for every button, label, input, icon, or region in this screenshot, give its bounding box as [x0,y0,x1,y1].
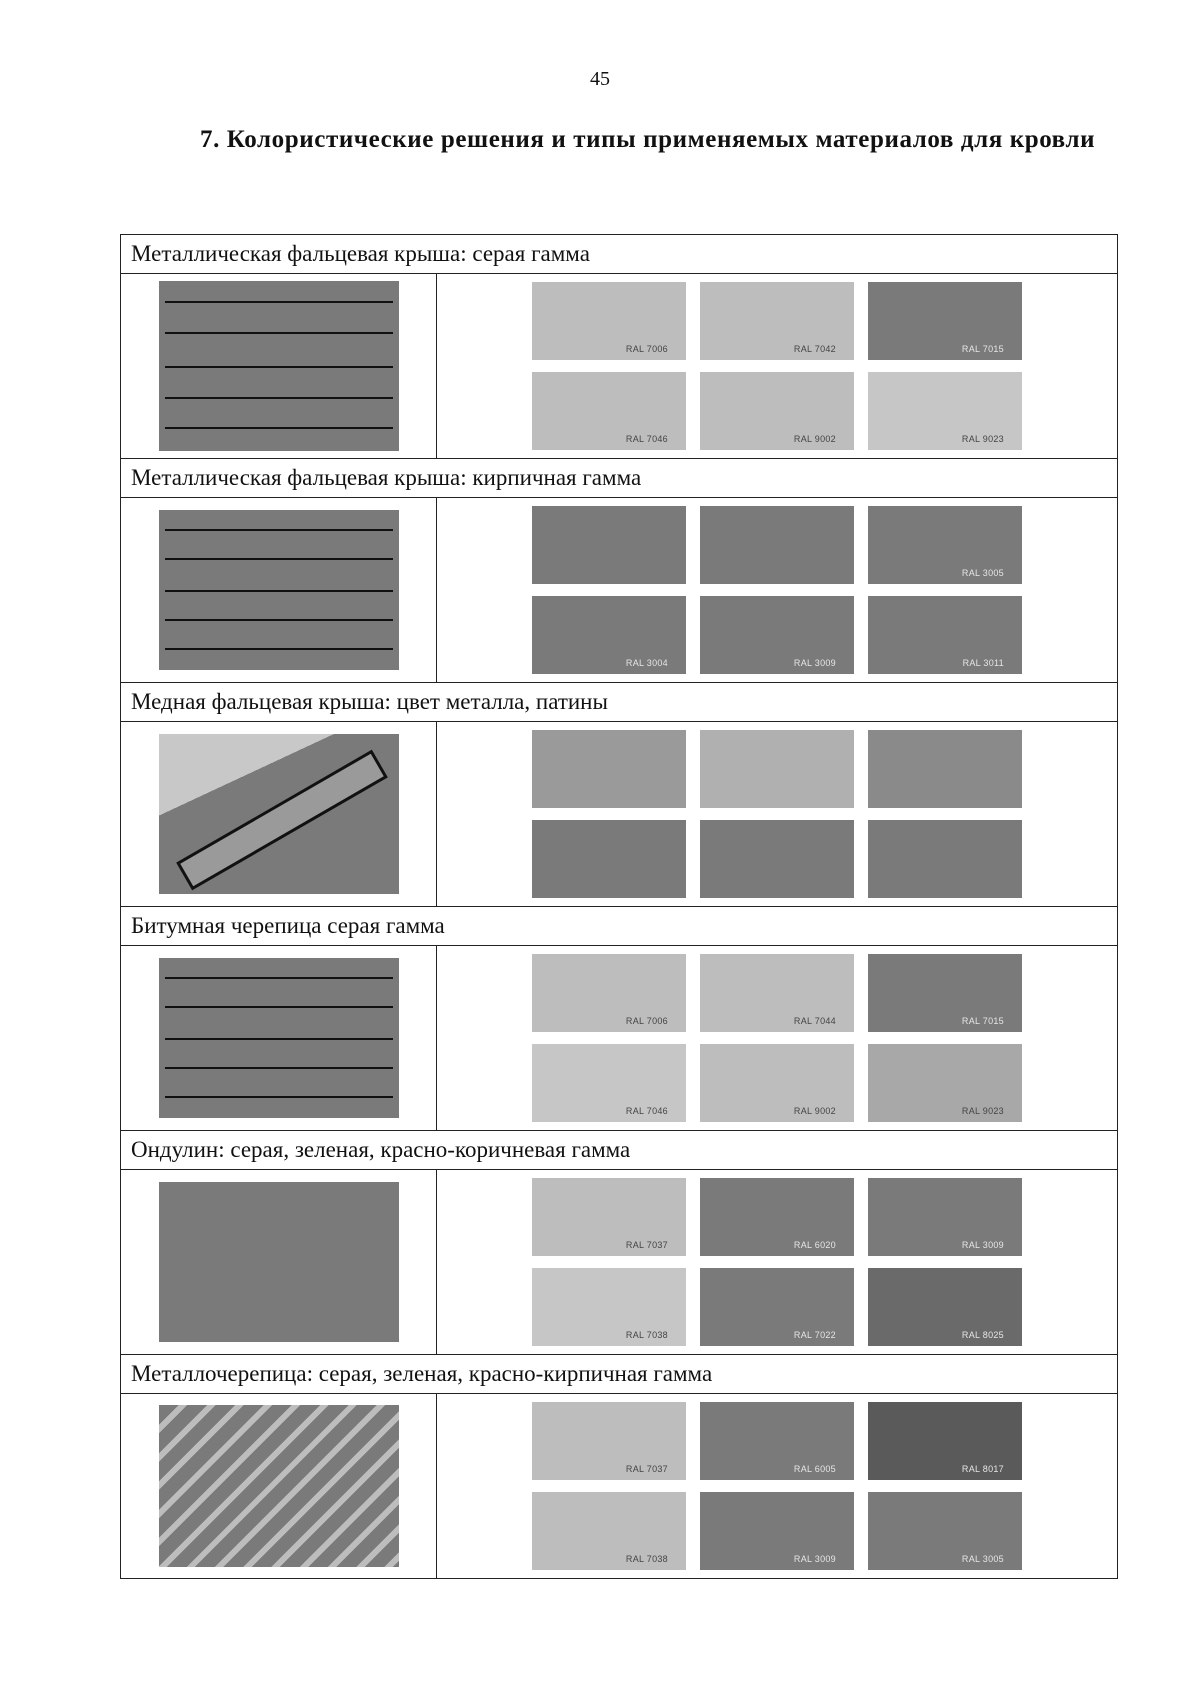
color-swatch [868,506,1022,584]
ral-code-label: RAL 7038 [625,1330,668,1340]
ral-code-label: RAL 7037 [625,1240,668,1250]
ral-code-label: RAL 9023 [961,434,1004,444]
ral-code-label: RAL 7046 [625,434,668,444]
swatch-grid [437,722,1117,906]
roof-sample-photo [159,1405,399,1567]
ral-code-label: RAL 7022 [793,1330,836,1340]
color-swatch [700,1268,854,1346]
section-title: Битумная черепица серая гамма [121,907,1118,946]
color-swatch [700,372,854,450]
roof-sample-photo [159,734,399,894]
color-swatch [532,596,686,674]
ral-code-label: RAL 3009 [793,658,836,668]
section-title: Металлическая фальцевая крыша: серая гамма [121,235,1118,274]
color-swatch [700,1492,854,1570]
color-swatch [700,730,854,808]
color-swatch [700,282,854,360]
section-title: Ондулин: серая, зеленая, красно-коричневая гамма [121,1131,1118,1170]
section-title: Металлочерепица: серая, зеленая, красно-кирпичная гамма [121,1355,1118,1394]
ral-code-label: RAL 8017 [961,1464,1004,1474]
color-swatch [868,1268,1022,1346]
color-swatch [868,820,1022,898]
color-swatch [868,1044,1022,1122]
color-swatches-cell [437,274,1118,459]
color-swatch [532,1044,686,1122]
color-swatch [532,820,686,898]
color-swatch [532,506,686,584]
color-swatch [700,506,854,584]
color-swatch [868,1178,1022,1256]
roof-photo-cell [121,722,437,907]
roof-sample-photo [159,1182,399,1342]
roof-photo-cell [121,946,437,1131]
ral-code-label: RAL 3009 [961,1240,1004,1250]
color-swatch [868,1492,1022,1570]
ral-code-label: RAL 3009 [793,1554,836,1564]
color-swatch [532,954,686,1032]
ral-code-label: RAL 9002 [793,1106,836,1116]
section-title: Медная фальцевая крыша: цвет металла, патины [121,683,1118,722]
roof-materials-table [120,234,1118,1579]
color-swatch [532,1178,686,1256]
color-swatch [700,596,854,674]
color-swatch [532,282,686,360]
roof-photo-cell [121,1394,437,1579]
roof-sample-photo [159,958,399,1118]
ral-code-label: RAL 7038 [625,1554,668,1564]
ral-code-label: RAL 3005 [961,1554,1004,1564]
ral-code-label: RAL 7006 [625,344,668,354]
ral-code-label: RAL 7042 [793,344,836,354]
color-swatch [700,1402,854,1480]
color-swatches-cell [437,498,1118,683]
section-title: Металлическая фальцевая крыша: кирпичная гамма [121,459,1118,498]
ral-code-label: RAL 8025 [961,1330,1004,1340]
swatch-grid [437,274,1117,458]
color-swatch [868,954,1022,1032]
color-swatch [868,596,1022,674]
color-swatch [868,730,1022,808]
color-swatches-cell [437,722,1118,907]
ral-code-label: RAL 7006 [625,1016,668,1026]
ral-code-label: RAL 7015 [961,1016,1004,1026]
ral-code-label: RAL 7037 [625,1464,668,1474]
roof-photo-cell [121,498,437,683]
section-heading [128,122,1120,158]
swatch-grid [437,1170,1117,1354]
color-swatch [868,282,1022,360]
swatch-grid [437,498,1117,682]
color-swatch [532,1268,686,1346]
roof-photo-cell [121,1170,437,1355]
color-swatch [868,1402,1022,1480]
color-swatch [532,1402,686,1480]
ral-code-label: RAL 9023 [961,1106,1004,1116]
ral-code-label: RAL 6005 [793,1464,836,1474]
color-swatches-cell [437,1394,1118,1579]
ral-code-label: RAL 7046 [625,1106,668,1116]
section-heading-text: 7. Колористические решения и типы применяемых материалов для кровли [200,126,1096,153]
color-swatch [532,372,686,450]
swatch-grid [437,1394,1117,1578]
page-number: 45 [590,68,610,90]
ral-code-label: RAL 9002 [793,434,836,444]
roof-photo-cell [121,274,437,459]
color-swatches-cell [437,946,1118,1131]
color-swatch [532,1492,686,1570]
roof-sample-photo [159,281,399,451]
color-swatches-cell [437,1170,1118,1355]
color-swatch [868,372,1022,450]
swatch-grid [437,946,1117,1130]
ral-code-label: RAL 3004 [625,658,668,668]
ral-code-label: RAL 6020 [793,1240,836,1250]
ral-code-label: RAL 3005 [961,568,1004,578]
color-swatch [700,954,854,1032]
color-swatch [700,1178,854,1256]
color-swatch [700,1044,854,1122]
color-swatch [700,820,854,898]
roof-sample-photo [159,510,399,670]
color-swatch [532,730,686,808]
ral-code-label: RAL 7015 [961,344,1004,354]
ral-code-label: RAL 7044 [793,1016,836,1026]
ral-code-label: RAL 3011 [962,658,1004,668]
